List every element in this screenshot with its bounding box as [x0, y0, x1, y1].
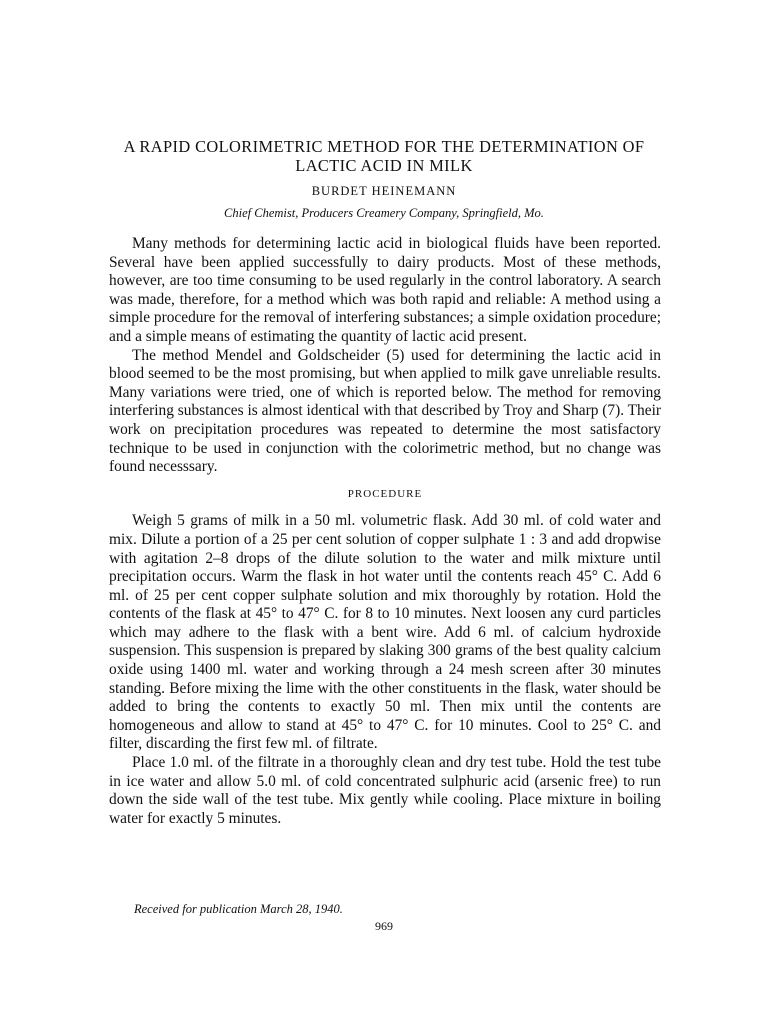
- received-footnote: Received for publication March 28, 1940.: [134, 902, 343, 916]
- article-body: [109, 235, 661, 828]
- section-heading-procedure: PROCEDURE: [347, 487, 423, 500]
- procedure-paragraph-2: Place 1.0 ml. of the filtrate in a thoroughly clean and dry test tube. Hold the test tube in ice water and allow 5.0 ml. of cold concentrated sulphuric acid (arsenic free) to run down the side wall of the test tube. Mix gently while cooling. Place mixture in boiling water for exactly 5 minutes.: [109, 754, 661, 827]
- intro-paragraph-2: The method Mendel and Goldscheider (5) used for determining the lactic acid in blood seemed to be the most promising, but when applied to milk gave unreliable results. Many variations were tried, one of which is reported below. The method for removing interfering substances is almost identical with that described by Troy and Sharp (7). Their work on precipitation procedures was repeated to determine the most satisfactory technique to be used in conjunction with the colorimetric method, but no change was found necesssary.: [109, 346, 661, 476]
- author-affiliation: Chief Chemist, Producers Creamery Company, Springfield, Mo.: [224, 206, 544, 220]
- page-number: 969: [375, 919, 393, 933]
- intro-paragraph-1: Many methods for determining lactic acid in biological fluids have been reported. Several have been applied successfully to dairy products. Most of these methods, however, are too time consuming to be used regularly in the control laboratory. A search was made, therefore, for a method which was both rapid and reliable: A method using a simple procedure for the removal of interfering substances; a simple oxidation procedure; and a simple means of estimating the quantity of lactic acid present.: [109, 235, 661, 345]
- article-title: A RAPID COLORIMETRIC METHOD FOR THE DETERMINATION OF LACTIC ACID IN MILK: [123, 137, 645, 175]
- procedure-paragraph-1: Weigh 5 grams of milk in a 50 ml. volumetric flask. Add 30 ml. of cold water and mix. Dilute a portion of a 25 per cent solution of copper sulphate 1 : 3 and add dropwise with agitation 2–8 drops of the dilute solution to the water and milk mixture until precipitation occurs. Warm the flask in hot water until the contents reach 45° C. Add 6 ml. of 25 per cent copper sulphate solution and mix thoroughly by rotation. Hold the contents of the flask at 45° to 47° C. for 8 to 10 minutes. Next loosen any curd particles which may adhere to the flask with a bent wire. Add 6 ml. of calcium hydroxide suspension. This suspension is prepared by slaking 300 grams of the best quality calcium oxide using 1400 ml. water and working through a 24 mesh screen after 30 minutes standing. Before mixing the lime with the other constituents in the flask, water should be added to bring the contents to exactly 50 ml. Then mix until the contents are homogeneous and allow to stand at 45° to 47° C. for 10 minutes. Cool to 25° C. and filter, discarding the first few ml. of filtrate.: [109, 512, 661, 753]
- author-name: BURDET HEINEMANN: [311, 184, 457, 198]
